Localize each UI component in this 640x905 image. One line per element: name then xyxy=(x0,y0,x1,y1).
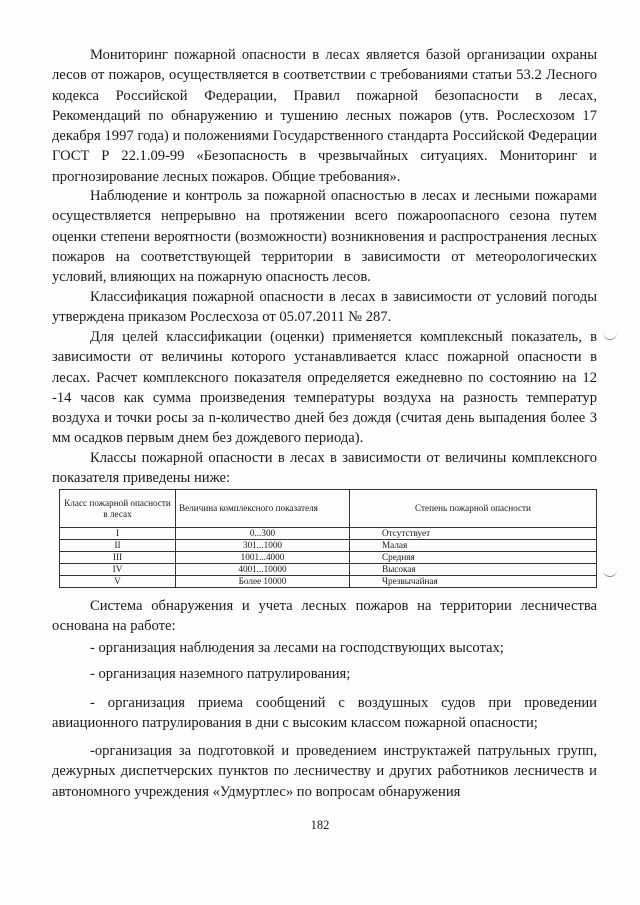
paragraph-monitoring xyxy=(52,45,597,187)
table-row xyxy=(60,576,597,588)
paragraph-text: Наблюдение и контроль за пожарной опасностью в лесах и лесными пожарами осуществляется непрерывно на протяжении всего пожароопасного сезона путем оценки степени вероятности (возможности) возникновения и распространения лесных пожаров на соответствующей территории в зависимости от метеорологических условий, влияющих на пожарную опасность лесов. xyxy=(52,188,597,286)
paragraph-text: Для целей классификации (оценки) применяется комплексный показатель, в зависимости от величины которого устанавливается класс пожарной опасности в лесах. Расчет комплексного показателя определяется ежедневно по состоянию на 12 -14 часов как сумма произведения температуры воздуха на разность температур воздуха и точки росы за n-количество дней без дождя (считая день выпадения более 3 мм осадков первым днем без дождевого периода). xyxy=(52,329,597,447)
paragraph-text: Классы пожарной опасности в лесах в зависимости от величины комплексного показателя приведены ниже: xyxy=(52,450,597,487)
page-number: 182 xyxy=(310,818,330,832)
paragraph-observation xyxy=(52,186,597,287)
cell-value: Более 10000 xyxy=(176,576,350,588)
table-header-row xyxy=(60,490,597,528)
cell-class: I xyxy=(60,528,176,540)
list-item xyxy=(52,693,597,734)
cell-class: II xyxy=(60,540,176,552)
list-item-text: - организация приема сообщений с воздушных судов при проведении авиационного патрулирования в дни с высоким классом пожарной опасности; xyxy=(52,695,597,732)
scan-artifact-mark xyxy=(603,570,617,577)
list-item-text: - организация наблюдения за лесами на господствующих высотах; xyxy=(90,640,504,656)
list-item-text: -организация за подготовкой и проведением инструктажей патрульных групп, дежурных диспетчерских пунктов по лесничеству и других работников лесничеств и автономного учреждения «Удмуртлес» по вопросам обнаружения xyxy=(52,743,597,800)
fire-danger-table xyxy=(59,489,597,588)
list-item-text: - организация наземного патрулирования; xyxy=(90,666,351,682)
cell-value: 301...1000 xyxy=(176,540,350,552)
paragraph-table-intro xyxy=(52,448,597,489)
list-item xyxy=(52,741,597,802)
table-row xyxy=(60,540,597,552)
cell-class: V xyxy=(60,576,176,588)
paragraph-text: Система обнаружения и учета лесных пожаров на территории лесничества основана на работе: xyxy=(52,598,597,635)
paragraph-text: Классификация пожарной опасности в лесах в зависимости от условий погоды утверждена приказом Рослесхоза от 05.07.2011 № 287. xyxy=(52,289,597,326)
cell-degree: Средняя xyxy=(350,552,597,564)
table-row xyxy=(60,564,597,576)
cell-degree: Малая xyxy=(350,540,597,552)
cell-value: 1001...4000 xyxy=(176,552,350,564)
paragraph-detection-system xyxy=(52,596,597,637)
table-row xyxy=(60,552,597,564)
paragraph-complex-index xyxy=(52,327,597,449)
paragraph-classification xyxy=(52,287,597,328)
cell-value: 4001...10000 xyxy=(176,564,350,576)
header-degree: Степень пожарной опасности xyxy=(350,490,597,528)
cell-degree: Чрезвычайная xyxy=(350,576,597,588)
table-row xyxy=(60,528,597,540)
scan-artifact-mark xyxy=(603,333,617,340)
cell-class: III xyxy=(60,552,176,564)
cell-degree: Отсутствует xyxy=(350,528,597,540)
header-value: Величина комплексного показателя xyxy=(176,490,350,528)
cell-class: IV xyxy=(60,564,176,576)
cell-degree: Высокая xyxy=(350,564,597,576)
list-item xyxy=(52,638,597,658)
list-item xyxy=(52,664,597,684)
header-class: Класс пожарной опасности в лесах xyxy=(60,490,176,528)
cell-value: 0...300 xyxy=(176,528,350,540)
paragraph-text: Мониторинг пожарной опасности в лесах является базой организации охраны лесов от пожаров, осуществляется в соответствии с требованиями статьи 53.2 Лесного кодекса Российской Федерации, Правил пожарной безопасности в лесах, Рекомендаций по обнаружению и тушению лесных пожаров (утв. Рослесхозом 17 декабря 1997 года) и положениями Государственного стандарта Российской Федерации ГОСТ Р 22.1.09-99 «Безопасность в чрезвычайных ситуациях. Мониторинг и прогнозирование лесных пожаров. Общие требования». xyxy=(52,47,597,185)
fire-danger-class-table xyxy=(59,489,597,588)
